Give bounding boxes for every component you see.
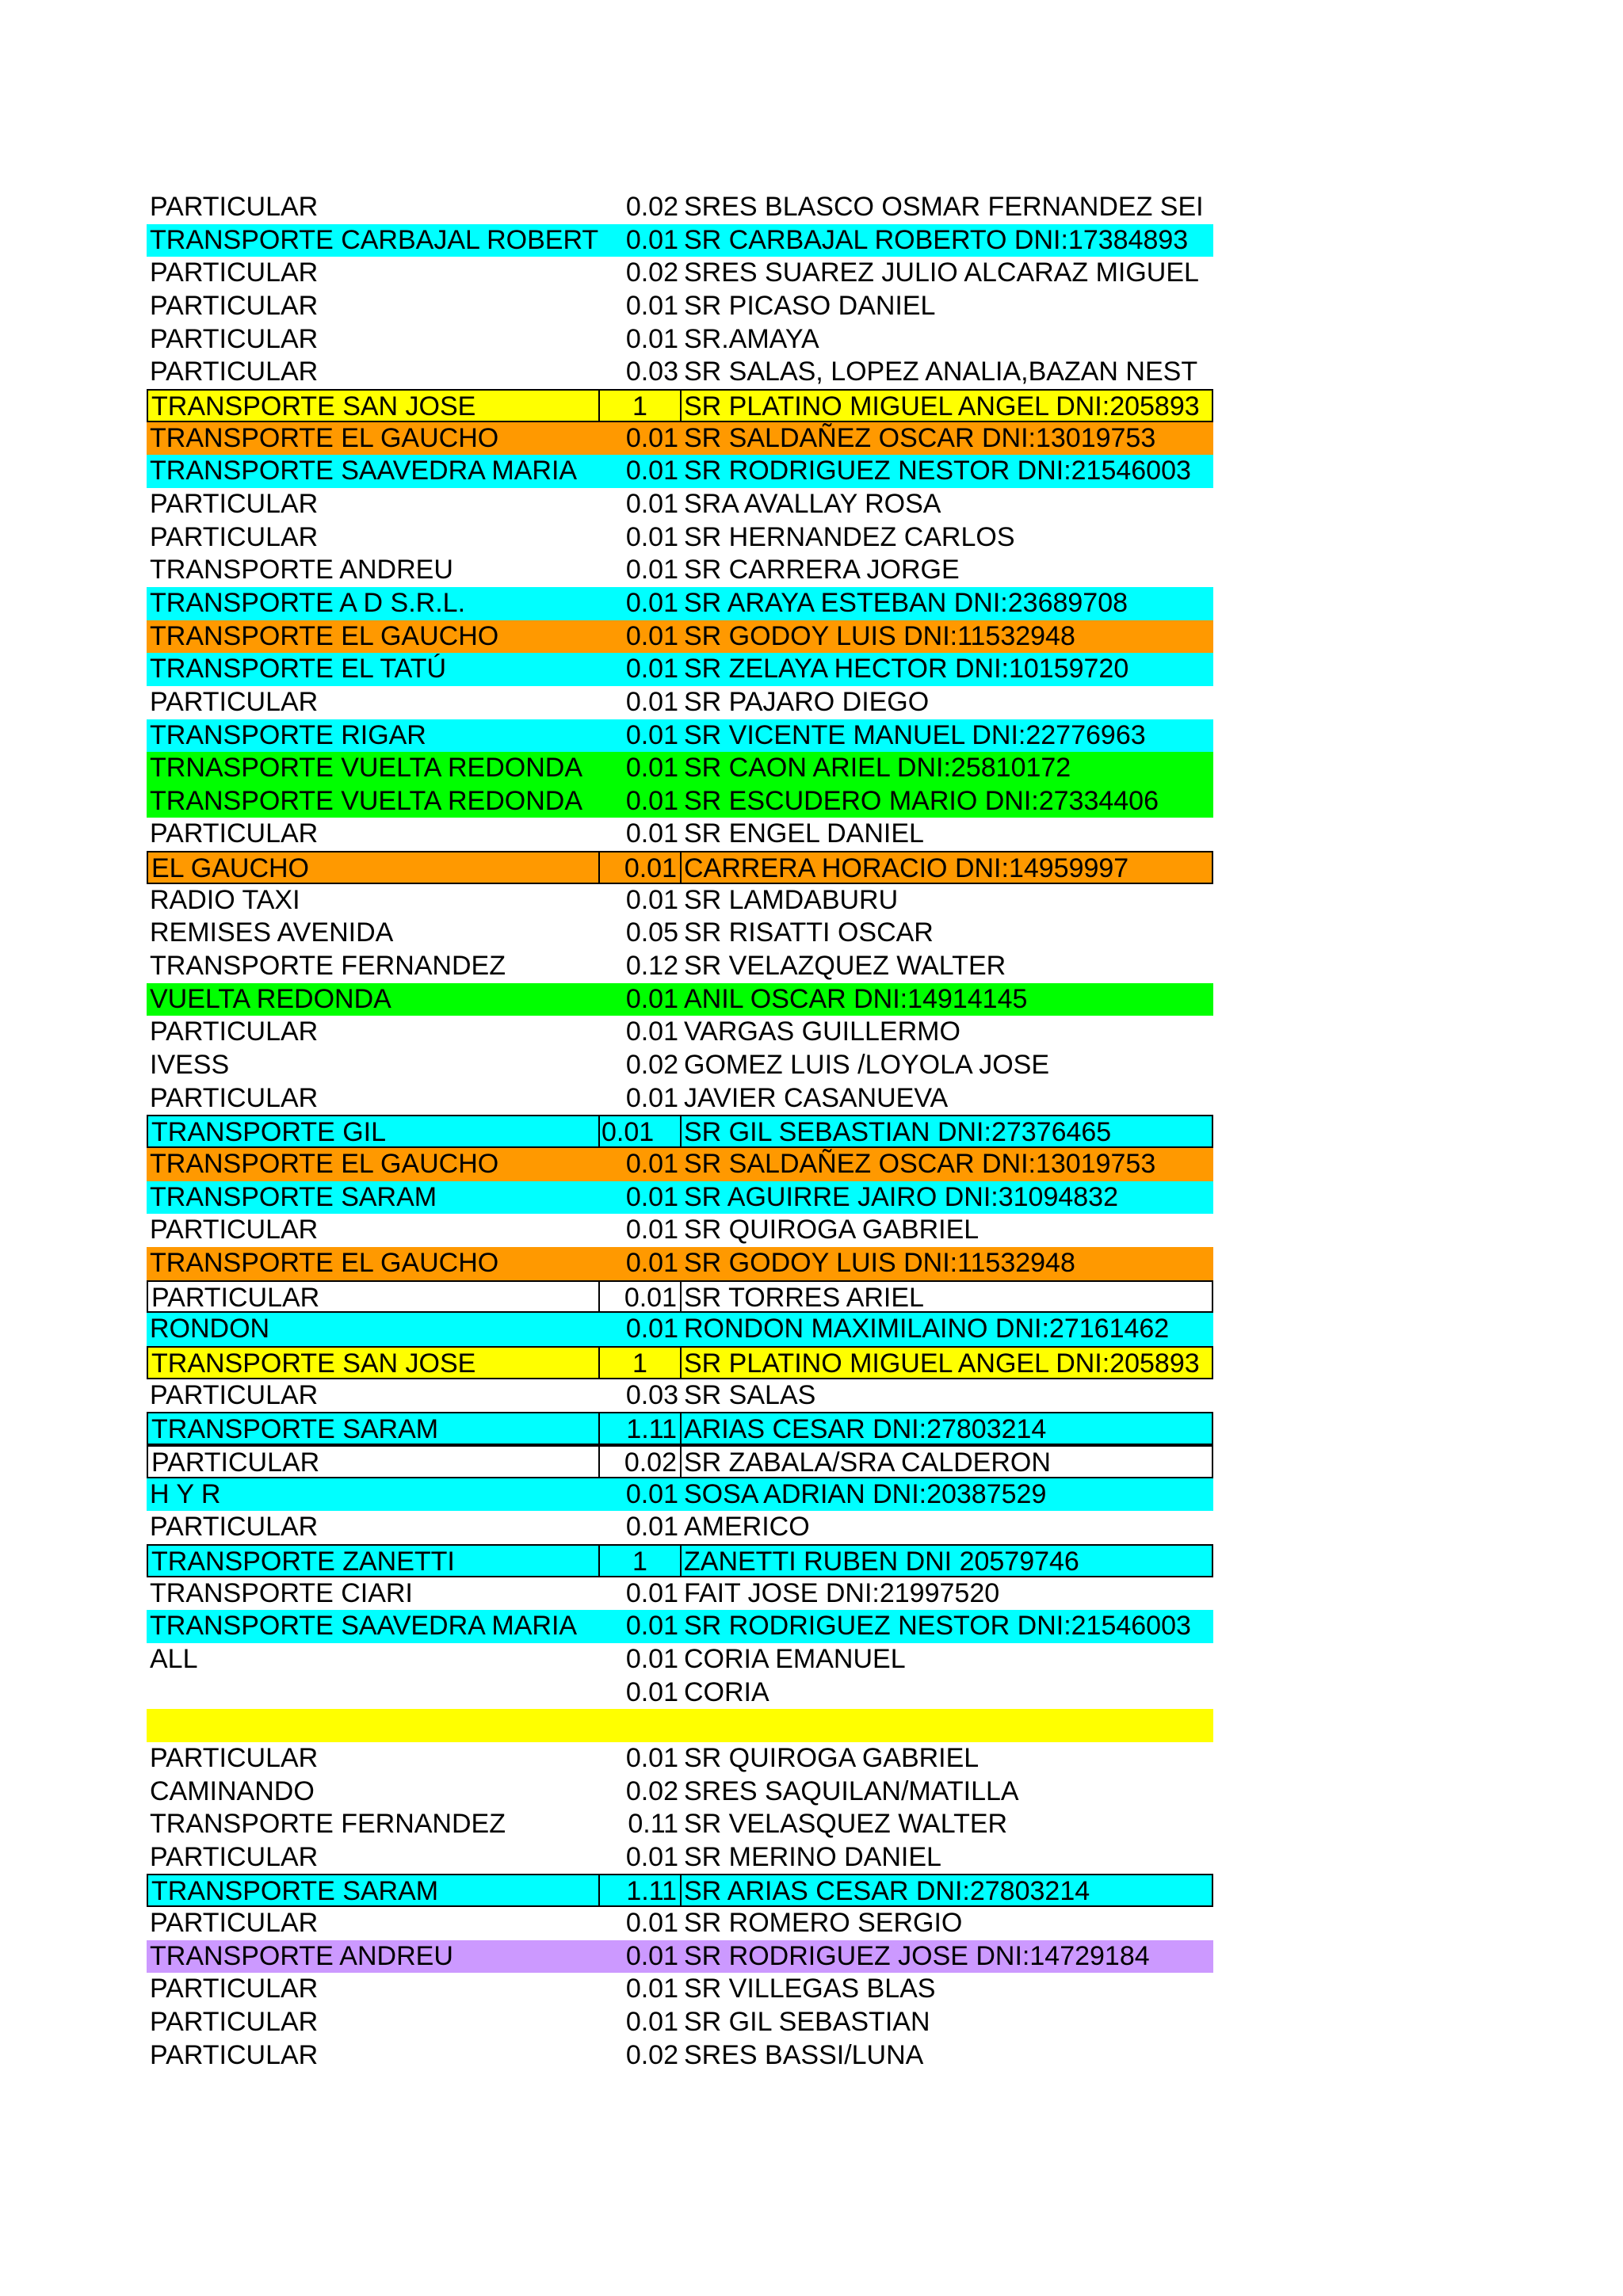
table-row [147,1313,1213,1346]
table-row [147,1049,1213,1082]
table-row [147,818,1213,851]
persons-cell[interactable]: JAVIER CASANUEVA [684,1082,949,1113]
company-cell[interactable]: TRANSPORTE SAN JOSE [147,389,600,422]
company-cell[interactable]: TRANSPORTE SARAM [147,1412,600,1445]
persons-cell[interactable]: SR RISATTI OSCAR [684,917,934,948]
persons-cell[interactable]: SRES SAQUILAN/MATILLA [684,1775,1019,1806]
amount-cell[interactable]: 0.12 [625,951,678,982]
company-cell[interactable]: PARTICULAR [150,521,319,552]
company-cell[interactable]: TRANSPORTE EL GAUCHO [150,620,499,651]
table-row [147,224,1213,257]
company-cell[interactable]: TRANSPORTE ANDREU [150,555,453,585]
table-row [147,1247,1213,1280]
persons-cell[interactable]: SR VELASQUEZ WALTER [684,1809,1008,1840]
persons-cell[interactable]: VARGAS GUILLERMO [684,1016,960,1047]
company-cell[interactable]: PARTICULAR [150,257,319,288]
company-cell[interactable]: PARTICULAR [150,1016,319,1047]
amount-cell[interactable]: 0.03 [625,357,678,387]
company-cell[interactable]: TRANSPORTE EL GAUCHO [150,1248,499,1278]
persons-cell[interactable]: SR RODRIGUEZ JOSE DNI:14729184 [684,1940,1150,1971]
amount-cell[interactable]: 0.01 [625,1314,678,1344]
company-cell[interactable]: PARTICULAR [150,1742,319,1773]
amount-cell[interactable]: 0.01 [625,884,678,915]
amount-cell[interactable]: 0.01 [625,686,678,717]
table-row [147,1412,1213,1445]
persons-cell[interactable]: SR GODOY LUIS DNI:11532948 [684,620,1075,651]
amount-cell[interactable]: 0.01 [625,1611,678,1642]
amount-cell[interactable]: 0.01 [625,521,678,552]
amount-cell[interactable]: 0.01 [625,1181,678,1212]
company-cell[interactable]: VUELTA REDONDA [150,983,391,1014]
amount-cell[interactable]: 0.01 [625,1577,678,1608]
amount-cell[interactable]: 0.01 [625,290,678,321]
company-cell[interactable]: PARTICULAR [150,1215,319,1245]
persons-cell[interactable] [682,1709,1213,1742]
table-row [147,1478,1213,1512]
company-cell[interactable]: PARTICULAR [150,357,319,387]
table-row [147,554,1213,587]
company-cell[interactable]: PARTICULAR [150,1908,319,1939]
persons-cell[interactable]: SR PICASO DANIEL [684,290,936,321]
persons-cell[interactable]: SR GIL SEBASTIAN [684,2007,930,2038]
table-row [147,323,1213,357]
table-row [147,620,1213,654]
company-cell[interactable]: TRANSPORTE EL TATÚ [150,654,447,685]
amount-cell[interactable]: 0.01 [625,785,678,816]
amount-cell[interactable]: 0.01 [625,654,678,685]
company-cell[interactable]: TRANSPORTE GIL [147,1115,600,1148]
persons-cell[interactable]: SR MERINO DANIEL [684,1841,941,1872]
amount-cell[interactable]: 1 [600,1346,682,1379]
table-row [147,1709,1213,1742]
persons-cell[interactable]: GOMEZ LUIS /LOYOLA JOSE [684,1050,1050,1081]
persons-cell[interactable]: SR VILLEGAS BLAS [684,1974,936,2004]
table-row [147,488,1213,521]
company-cell[interactable]: EL GAUCHO [147,851,600,884]
persons-cell[interactable]: SR SALDAÑEZ OSCAR DNI:13019753 [684,1149,1156,1180]
persons-cell[interactable]: SR PLATINO MIGUEL ANGEL DNI:205893 [682,1346,1213,1379]
amount-cell[interactable]: 0.01 [625,1841,678,1872]
table-row [147,719,1213,753]
company-cell[interactable]: REMISES AVENIDA [150,917,394,948]
amount-cell[interactable]: 1.11 [600,1874,682,1907]
company-cell[interactable]: PARTICULAR [150,1379,319,1410]
amount-cell[interactable]: 0.01 [625,1149,678,1180]
company-cell[interactable]: PARTICULAR [147,1280,600,1314]
amount-cell[interactable]: 0.01 [625,1248,678,1278]
persons-cell[interactable]: SRA AVALLAY ROSA [684,488,941,519]
table-row [147,1280,1213,1314]
company-cell[interactable]: ALL [150,1643,198,1674]
amount-cell[interactable]: 0.02 [625,192,678,222]
amount-cell[interactable]: 0.01 [625,456,678,486]
persons-cell[interactable]: SR QUIROGA GABRIEL [684,1215,980,1245]
amount-cell[interactable] [600,1709,682,1742]
company-cell[interactable]: TRANSPORTE FERNANDEZ [150,1809,506,1840]
persons-cell[interactable]: SR ZABALA/SRA CALDERON [682,1445,1213,1478]
persons-cell[interactable]: SR GODOY LUIS DNI:11532948 [684,1248,1075,1278]
persons-cell[interactable]: SRES BASSI/LUNA [684,2039,924,2070]
table-row [147,851,1213,884]
amount-cell[interactable]: 0.01 [625,1742,678,1773]
table-row [147,950,1213,983]
persons-cell[interactable]: SR.AMAYA [684,323,819,354]
amount-cell[interactable]: 1.11 [600,1412,682,1445]
table-row [147,1577,1213,1611]
amount-cell[interactable]: 0.11 [628,1809,678,1840]
persons-cell[interactable]: SR GIL SEBASTIAN DNI:27376465 [682,1115,1213,1148]
persons-cell[interactable]: SR RODRIGUEZ NESTOR DNI:21546003 [684,456,1191,486]
persons-cell[interactable]: SR RODRIGUEZ NESTOR DNI:21546003 [684,1611,1191,1642]
amount-cell[interactable]: 0.01 [600,1280,682,1314]
company-cell[interactable]: TRANSPORTE SAAVEDRA MARIA [150,1611,578,1642]
table-row [147,587,1213,620]
persons-cell[interactable]: SR ZELAYA HECTOR DNI:10159720 [684,654,1129,685]
amount-cell[interactable]: 0.05 [625,917,678,948]
amount-cell[interactable]: 0.02 [625,2039,678,2070]
amount-cell[interactable]: 0.01 [625,1974,678,2004]
company-cell[interactable] [147,1676,600,1710]
table-row [147,1016,1213,1049]
company-cell[interactable]: TRANSPORTE SARAM [150,1181,437,1212]
amount-cell[interactable]: 1 [600,389,682,422]
table-row [147,1445,1213,1478]
persons-cell[interactable]: AMERICO [684,1512,810,1543]
persons-cell[interactable]: SR PLATINO MIGUEL ANGEL DNI:205893 [682,389,1213,422]
company-cell[interactable]: TRANSPORTE CIARI [150,1577,413,1608]
amount-cell[interactable]: 0.01 [625,1215,678,1245]
amount-cell[interactable]: 0.02 [625,1775,678,1806]
company-cell[interactable]: TRANSPORTE SAAVEDRA MARIA [150,456,578,486]
persons-cell[interactable]: SOSA ADRIAN DNI:20387529 [684,1478,1047,1509]
persons-cell[interactable]: SR QUIROGA GABRIEL [684,1742,980,1773]
table-row [147,1841,1213,1875]
table-row [147,1511,1213,1544]
company-cell[interactable]: PARTICULAR [150,192,319,222]
company-cell[interactable]: TRANSPORTE EL GAUCHO [150,1149,499,1180]
amount-cell[interactable]: 0.01 [625,1643,678,1674]
company-cell[interactable]: PARTICULAR [150,2007,319,2038]
table-row [147,1874,1213,1907]
table-row [147,356,1213,389]
amount-cell[interactable]: 0.03 [625,1379,678,1410]
company-cell[interactable]: TRANSPORTE SARAM [147,1874,600,1907]
amount-cell[interactable]: 0.01 [625,1478,678,1509]
persons-cell[interactable]: SR PAJARO DIEGO [684,686,930,717]
amount-cell[interactable]: 0.01 [625,1512,678,1543]
persons-cell[interactable]: CORIA EMANUEL [684,1643,906,1674]
amount-cell[interactable]: 0.01 [625,1908,678,1939]
amount-cell[interactable]: 0.01 [625,2007,678,2038]
company-cell[interactable]: CAMINANDO [150,1775,315,1806]
amount-cell[interactable]: 0.01 [600,1115,682,1148]
table-row [147,686,1213,719]
table-row [147,1742,1213,1775]
table-row [147,1643,1213,1676]
amount-cell[interactable]: 0.01 [625,719,678,750]
table-row [147,191,1213,224]
table-row [147,2006,1213,2039]
company-cell[interactable]: TRNASPORTE VUELTA REDONDA [150,753,582,784]
company-cell[interactable]: PARTICULAR [150,2039,319,2070]
amount-cell[interactable]: 0.01 [625,323,678,354]
amount-cell[interactable]: 0.01 [625,587,678,618]
company-cell[interactable]: TRANSPORTE FERNANDEZ [150,951,506,982]
persons-cell[interactable]: FAIT JOSE DNI:21997520 [684,1577,1000,1608]
amount-cell[interactable]: 0.01 [625,753,678,784]
persons-cell[interactable]: SR CARRERA JORGE [684,555,960,585]
company-cell[interactable]: PARTICULAR [150,290,319,321]
amount-cell[interactable]: 0.01 [625,1940,678,1971]
company-cell[interactable]: TRANSPORTE RIGAR [150,719,426,750]
table-row [147,1544,1213,1577]
table-row [147,653,1213,686]
amount-cell[interactable]: 0.02 [625,1050,678,1081]
persons-cell[interactable]: SR SALAS, LOPEZ ANALIA,BAZAN NEST [684,357,1198,387]
amount-cell[interactable]: 0.01 [625,620,678,651]
persons-cell[interactable]: SR HERNANDEZ CARLOS [684,521,1015,552]
table-row [147,983,1213,1016]
table-row [147,1346,1213,1379]
table-row [147,1610,1213,1643]
persons-cell[interactable]: SRES SUAREZ JULIO ALCARAZ MIGUEL [684,257,1199,288]
company-cell[interactable] [147,1709,600,1742]
table-row [147,1082,1213,1116]
company-cell[interactable]: PARTICULAR [150,686,319,717]
persons-cell[interactable]: SR ESCUDERO MARIO DNI:27334406 [684,785,1159,816]
amount-cell[interactable]: 0.01 [625,1676,678,1707]
company-cell[interactable]: PARTICULAR [150,323,319,354]
persons-cell[interactable]: CORIA [684,1676,769,1707]
amount-cell[interactable]: 0.02 [600,1445,682,1478]
table-row [147,1808,1213,1841]
persons-cell[interactable]: SR SALDAÑEZ OSCAR DNI:13019753 [684,422,1156,453]
company-cell[interactable]: TRANSPORTE CARBAJAL ROBERT [150,224,599,255]
persons-cell[interactable]: SR CAON ARIEL DNI:25810172 [684,753,1071,784]
company-cell[interactable]: TRANSPORTE ANDREU [150,1940,453,1971]
amount-cell[interactable]: 0.02 [625,257,678,288]
persons-cell[interactable]: SR ROMERO SERGIO [684,1908,963,1939]
table-row [147,1907,1213,1940]
persons-cell[interactable]: SRES BLASCO OSMAR FERNANDEZ SEI [684,192,1204,222]
amount-cell[interactable]: 0.01 [625,983,678,1014]
persons-cell[interactable]: SR VICENTE MANUEL DNI:22776963 [684,719,1146,750]
company-cell[interactable]: H Y R [150,1478,221,1509]
table-row [147,2039,1213,2073]
table-row [147,1676,1213,1710]
amount-cell[interactable]: 0.01 [625,488,678,519]
company-cell[interactable]: TRANSPORTE SAN JOSE [147,1346,600,1379]
amount-cell[interactable]: 0.01 [625,1082,678,1113]
company-cell[interactable]: TRANSPORTE VUELTA REDONDA [150,785,582,816]
persons-cell[interactable]: SR CARBAJAL ROBERTO DNI:17384893 [684,224,1189,255]
company-cell[interactable]: PARTICULAR [150,1841,319,1872]
persons-cell[interactable]: CARRERA HORACIO DNI:14959997 [682,851,1213,884]
company-cell[interactable]: RONDON [150,1314,270,1344]
table-row [147,752,1213,785]
company-cell[interactable]: TRANSPORTE ZANETTI [147,1544,600,1577]
table-row [147,1148,1213,1181]
company-cell[interactable]: TRANSPORTE A D S.R.L. [150,587,466,618]
table-row [147,884,1213,917]
amount-cell[interactable]: 0.01 [625,1016,678,1047]
amount-cell[interactable]: 0.01 [625,818,678,849]
company-cell[interactable]: PARTICULAR [150,1082,319,1113]
amount-cell[interactable]: 0.01 [625,555,678,585]
table-row [147,1379,1213,1413]
company-cell[interactable]: PARTICULAR [150,1512,319,1543]
amount-cell[interactable]: 0.01 [625,224,678,255]
company-cell[interactable]: PARTICULAR [147,1445,600,1478]
persons-cell[interactable]: ZANETTI RUBEN DNI 20579746 [682,1544,1213,1577]
persons-cell[interactable]: ANIL OSCAR DNI:14914145 [684,983,1028,1014]
table-row [147,917,1213,950]
persons-cell[interactable]: SR VELAZQUEZ WALTER [684,951,1006,982]
persons-cell[interactable]: SR ARIAS CESAR DNI:27803214 [682,1874,1213,1907]
table-row [147,521,1213,555]
table-row [147,1940,1213,1974]
persons-cell[interactable]: ARIAS CESAR DNI:27803214 [682,1412,1213,1445]
company-cell[interactable]: RADIO TAXI [150,884,300,915]
table-row [147,422,1213,456]
persons-cell[interactable]: SR ENGEL DANIEL [684,818,924,849]
table-row [147,389,1213,422]
table-row [147,1775,1213,1809]
persons-cell[interactable]: SR ARAYA ESTEBAN DNI:23689708 [684,587,1128,618]
table-row [147,257,1213,290]
amount-cell[interactable]: 0.01 [600,851,682,884]
table-row [147,785,1213,818]
company-cell[interactable]: IVESS [150,1050,230,1081]
amount-cell[interactable]: 0.01 [625,422,678,453]
table-row [147,290,1213,323]
table-row [147,1973,1213,2006]
company-cell[interactable]: PARTICULAR [150,818,319,849]
amount-cell[interactable]: 1 [600,1544,682,1577]
company-cell[interactable]: TRANSPORTE EL GAUCHO [150,422,499,453]
persons-cell[interactable]: SR LAMDABURU [684,884,899,915]
company-cell[interactable]: PARTICULAR [150,1974,319,2004]
persons-cell[interactable]: SR SALAS [684,1379,816,1410]
table-row [147,1115,1213,1148]
persons-cell[interactable]: SR TORRES ARIEL [682,1280,1213,1314]
table-row [147,1214,1213,1247]
persons-cell[interactable]: SR AGUIRRE JAIRO DNI:31094832 [684,1181,1119,1212]
company-cell[interactable]: PARTICULAR [150,488,319,519]
persons-cell[interactable]: RONDON MAXIMILAINO DNI:27161462 [684,1314,1170,1344]
table-row [147,1181,1213,1215]
spreadsheet-table [147,191,1213,2072]
table-row [147,455,1213,488]
